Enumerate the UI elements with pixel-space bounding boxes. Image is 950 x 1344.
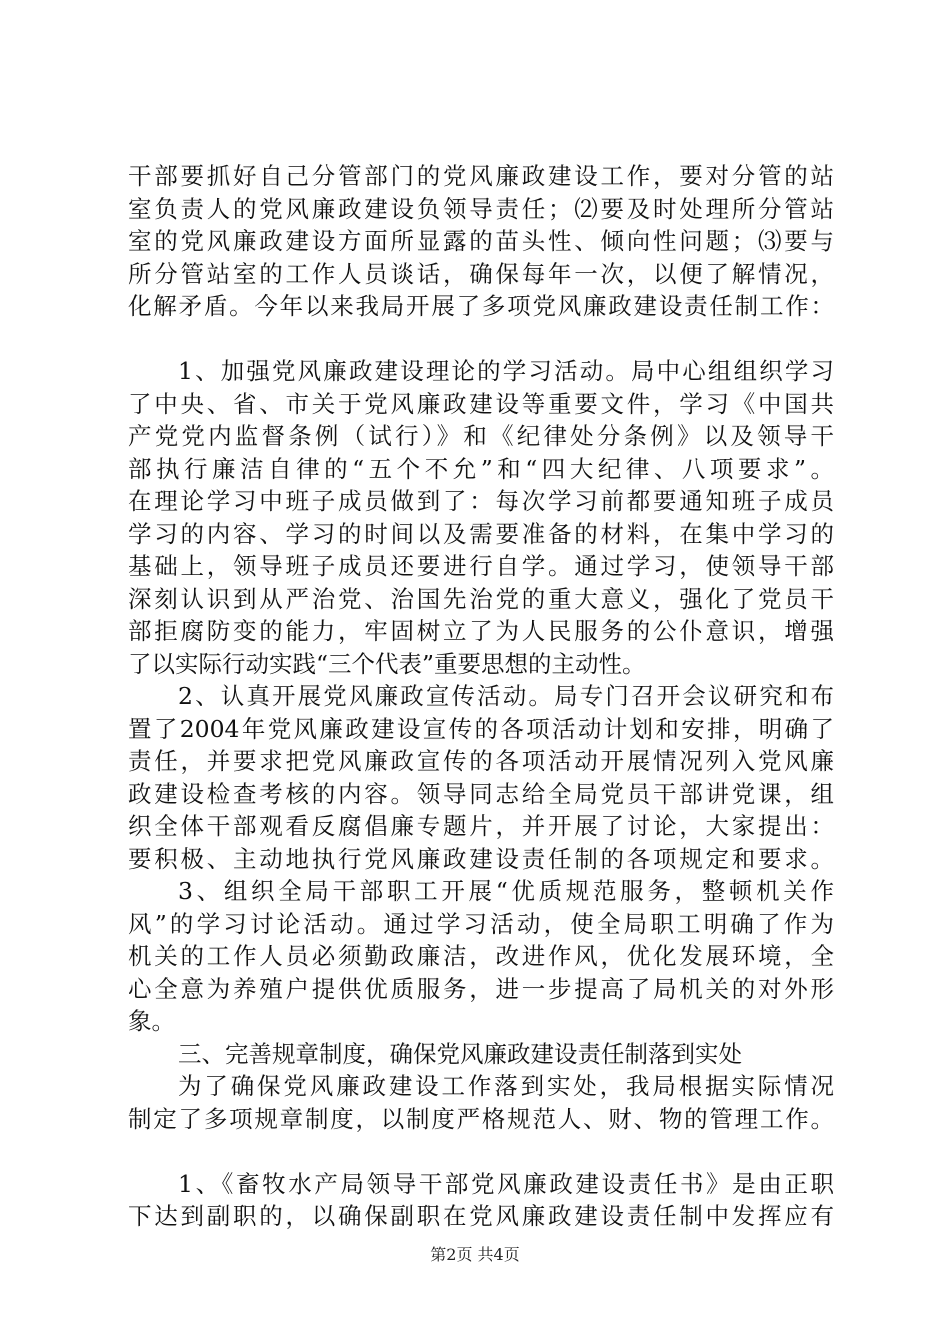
text-line: 部拒腐防变的能力，牢固树立了为人民服务的公仆意识，增强 — [128, 617, 834, 645]
paragraph-publicity-activities — [128, 680, 834, 875]
text-line: 室的党风廉政建设方面所显露的苗头性、倾向性问题；⑶要与 — [128, 227, 834, 255]
text-line: 1、加强党风廉政建设理论的学习活动。局中心组组织学习 — [178, 357, 834, 385]
paragraph-continuation — [128, 160, 834, 323]
paragraph-rules-intro — [128, 1070, 834, 1135]
text-line: 政建设检查考核的内容。领导同志给全局党员干部讲党课，组 — [128, 779, 834, 808]
text-line: 风”的学习讨论活动。通过学习活动，使全局职工明确了作为 — [128, 909, 834, 938]
section-heading — [128, 1038, 834, 1071]
text-line: 深刻认识到从严治党、治国先治党的重大意义，强化了党员干 — [128, 584, 834, 613]
text-line: 学习的内容、学习的时间以及需要准备的材料，在集中学习的 — [128, 519, 834, 548]
text-line: 产党党内监督条例（试行）》和《纪律处分条例》以及领导干 — [128, 422, 834, 450]
page-footer: 第2页 共4页 — [430, 1245, 520, 1264]
text-line: 室负责人的党风廉政建设负领导责任；⑵要及时处理所分管站 — [128, 194, 834, 223]
document-body — [128, 160, 834, 1233]
text-line: 所分管站室的工作人员谈话，确保每年一次，以便了解情况， — [128, 259, 834, 288]
text-line: 为了确保党风廉政建设工作落到实处，我局根据实际情况 — [178, 1072, 834, 1100]
text-line: 部执行廉洁自律的“五个不允”和“四大纪律、八项要求”。 — [128, 454, 834, 483]
text-line: 要积极、主动地执行党风廉政建设责任制的各项规定和要求。 — [128, 844, 834, 873]
text-line: 制定了多项规章制度，以制度严格规范人、财、物的管理工作。 — [128, 1104, 834, 1133]
text-line: 2、认真开展党风廉政宣传活动。局专门召开会议研究和布 — [178, 682, 834, 710]
paragraph-gap — [128, 1135, 834, 1168]
text-line: 干部要抓好自己分管部门的党风廉政建设工作，要对分管的站 — [128, 162, 834, 190]
text-line: 下达到副职的，以确保副职在党风廉政建设责任制中发挥应有 — [128, 1202, 834, 1230]
paragraph-study-activities — [128, 355, 834, 680]
text-line: 象。 — [128, 1007, 175, 1035]
text-line: 三、完善规章制度，确保党风廉政建设责任制落到实处 — [178, 1039, 742, 1068]
text-line: 在理论学习中班子成员做到了：每次学习前都要通知班子成员 — [128, 487, 834, 515]
text-line: 了以实际行动实践“三个代表”重要思想的主动性。 — [128, 649, 646, 678]
paragraph-gap — [128, 323, 834, 356]
text-line: 了中央、省、市关于党风廉政建设等重要文件，学习《中国共 — [128, 389, 834, 418]
text-line: 置了2004年党风廉政建设宣传的各项活动计划和安排，明确了 — [128, 714, 834, 743]
text-line: 织全体干部观看反腐倡廉专题片，并开展了讨论，大家提出： — [128, 812, 834, 840]
text-line: 化解矛盾。今年以来我局开展了多项党风廉政建设责任制工作： — [128, 292, 834, 320]
text-line: 机关的工作人员必须勤政廉洁，改进作风，优化发展环境，全 — [128, 942, 834, 970]
paragraph-service-discussion — [128, 875, 834, 1038]
text-line: 心全意为养殖户提供优质服务，进一步提高了局机关的对外形 — [128, 974, 834, 1003]
paragraph-responsibility-letter — [128, 1168, 834, 1233]
text-line: 基础上，领导班子成员还要进行自学。通过学习，使领导干部 — [128, 552, 834, 580]
text-line: 1、《畜牧水产局领导干部党风廉政建设责任书》是由正职 — [178, 1169, 834, 1198]
text-line: 责任，并要求把党风廉政宣传的各项活动开展情况列入党风廉 — [128, 747, 834, 775]
text-line: 3、组织全局干部职工开展“优质规范服务，整顿机关作 — [178, 877, 834, 905]
